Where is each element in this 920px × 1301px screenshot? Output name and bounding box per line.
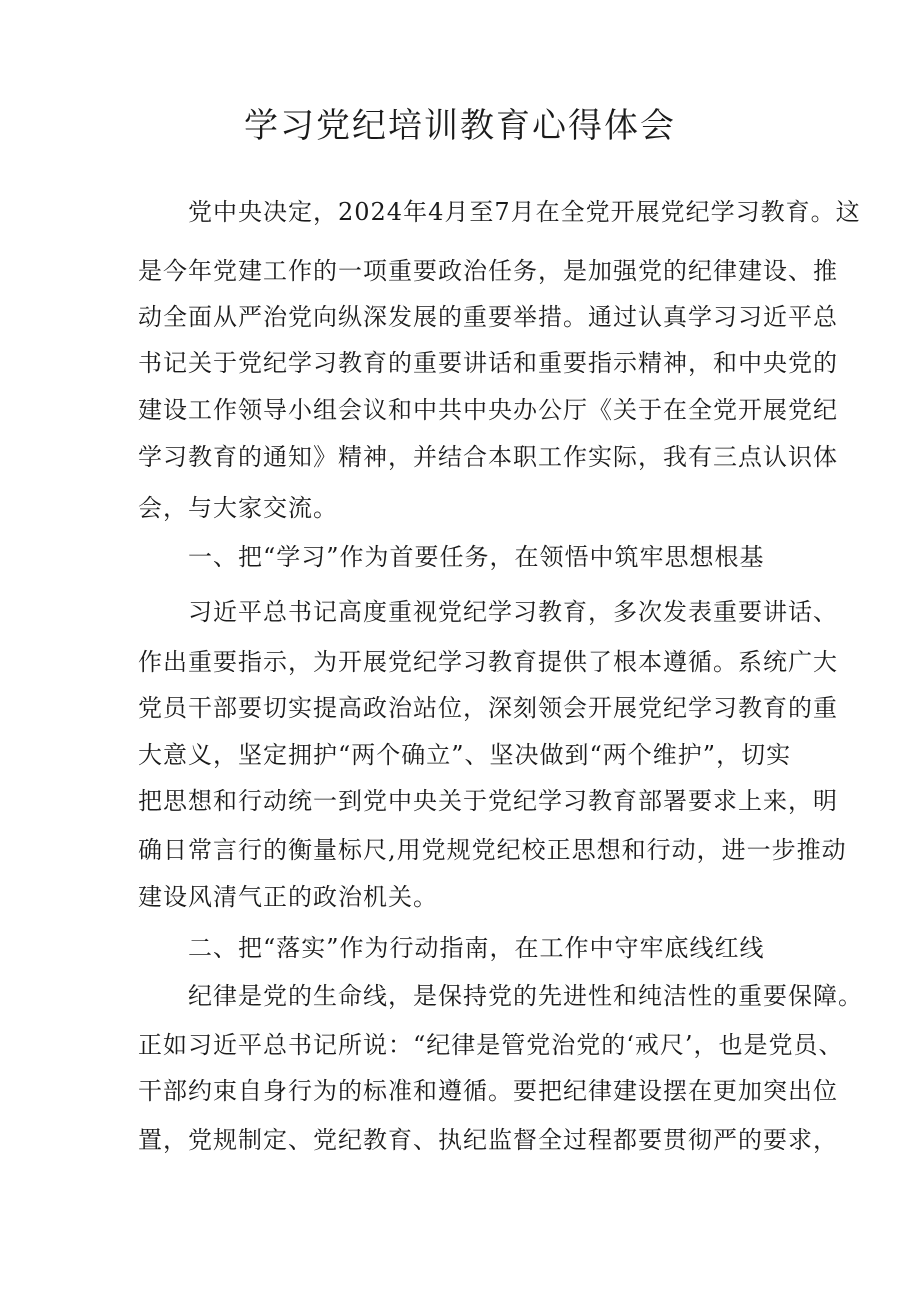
paragraph-line: 学习教育的通知》精神，并结合本职工作实际，我有三点认识体	[138, 443, 838, 471]
document-title: 学习党纪培训教育心得体会	[244, 106, 676, 146]
paragraph-line: 书记关于党纪学习教育的重要讲话和重要指示精神，和中央党的	[138, 349, 838, 377]
paragraph-line: 会，与大家交流。	[138, 494, 338, 522]
paragraph-line: 党中央决定，2024年4月至7月在全党开展党纪学习教育。这	[188, 198, 861, 226]
paragraph-line: 确日常言行的衡量标尺,用党规党纪校正思想和行动，进一步推动	[138, 836, 847, 864]
paragraph-line: 正如习近平总书记所说：“纪律是管党治党的‘戒尺’，也是党员、	[138, 1031, 844, 1059]
paragraph-line: 纪律是党的生命线，是保持党的先进性和纯洁性的重要保障。	[188, 982, 863, 1010]
section-heading: 二、把“落实”作为行动指南，在工作中守牢底线红线	[188, 934, 765, 962]
paragraph-line: 大意义，坚定拥护“两个确立”、坚决做到“两个维护”，切实	[138, 741, 792, 769]
paragraph-line: 党员干部要切实提高政治站位，深刻领会开展党纪学习教育的重	[138, 694, 838, 722]
paragraph-line: 是今年党建工作的一项重要政治任务，是加强党的纪律建设、推	[138, 257, 838, 285]
paragraph-line: 置，党规制定、党纪教育、执纪监督全过程都要贯彻严的要求，	[138, 1126, 838, 1154]
paragraph-line: 建设风清气正的政治机关。	[138, 883, 438, 911]
paragraph-line: 把思想和行动统一到党中央关于党纪学习教育部署要求上来，明	[138, 787, 838, 815]
paragraph-line: 建设工作领导小组会议和中共中央办公厅《关于在全党开展党纪	[138, 396, 838, 424]
section-heading: 一、把“学习”作为首要任务，在领悟中筑牢思想根基	[188, 543, 765, 571]
paragraph-line: 动全面从严治党向纵深发展的重要举措。通过认真学习习近平总	[138, 303, 838, 331]
paragraph-line: 干部约束自身行为的标准和遵循。要把纪律建设摆在更加突出位	[138, 1077, 838, 1105]
paragraph-line: 作出重要指示，为开展党纪学习教育提供了根本遵循。系统广大	[138, 648, 838, 676]
paragraph-line: 习近平总书记高度重视党纪学习教育，多次发表重要讲话、	[188, 598, 838, 626]
